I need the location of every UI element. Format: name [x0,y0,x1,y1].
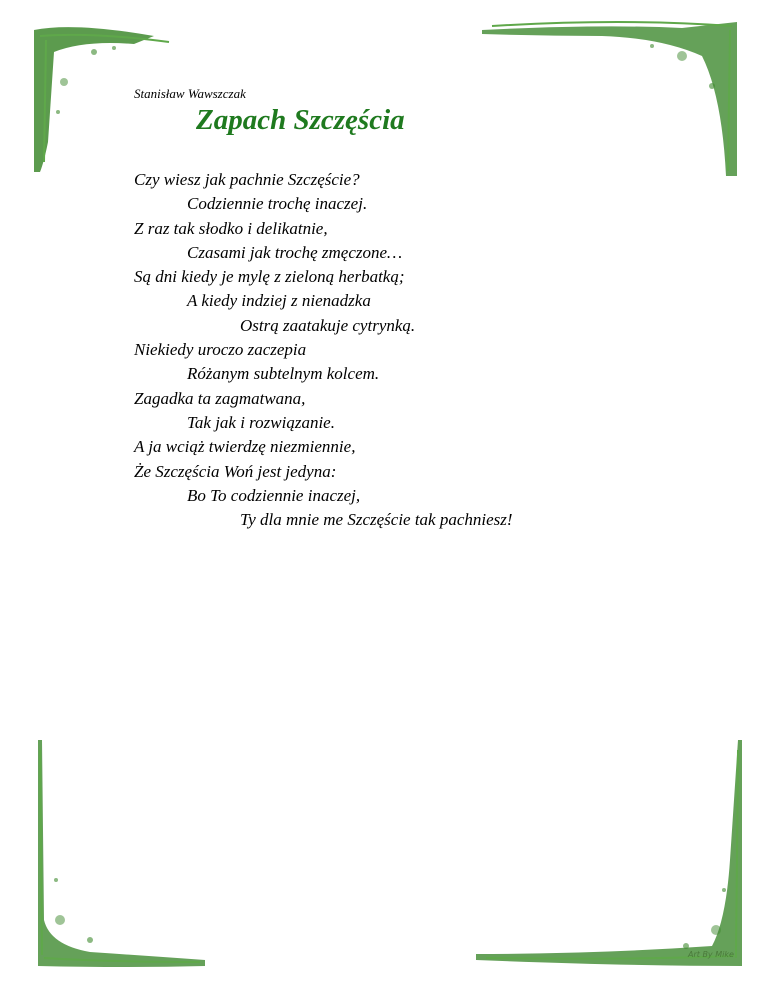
poem-title: Zapach Szczęścia [196,104,405,136]
poem-line: Zagadka ta zagmatwana, [134,388,306,408]
corner-decoration-bottom-right [476,740,746,970]
artist-signature: Art By Mike [688,950,734,959]
poem-line: Że Szczęścia Woń jest jedyna: [134,461,337,481]
poem-line: Różanym subtelnym kolcem. [187,364,380,384]
author-name: Stanisław Wawszczak [134,86,246,101]
poem-line: Czasami jak trochę zmęczone… [187,242,403,262]
poem-line: A ja wciąż twierdzę niezmiennie, [134,437,356,457]
poem-line: Codziennie trochę inaczej. [187,194,368,214]
poem-line: Tak jak i rozwiązanie. [187,412,335,432]
poem-line: Czy wiesz jak pachnie Szczęście? [134,170,360,189]
corner-decoration-bottom-left [30,740,210,970]
poem-line: A kiedy indziej z nienadzka [187,291,371,311]
poem-line: Są dni kiedy je mylę z zieloną herbatką; [134,267,405,287]
poem-body [134,168,513,532]
poem-line: Niekiedy uroczo zaczepia [134,340,307,360]
poem-line: Z raz tak słodko i delikatnie, [134,218,328,238]
poem-line: Ostrą zaatakuje cytrynką. [240,315,416,335]
poem-line: Bo To codziennie inaczej, [187,485,361,505]
poem-line: Ty dla mnie me Szczęście tak pachniesz! [240,510,513,530]
corner-decoration-top-right [482,16,742,176]
